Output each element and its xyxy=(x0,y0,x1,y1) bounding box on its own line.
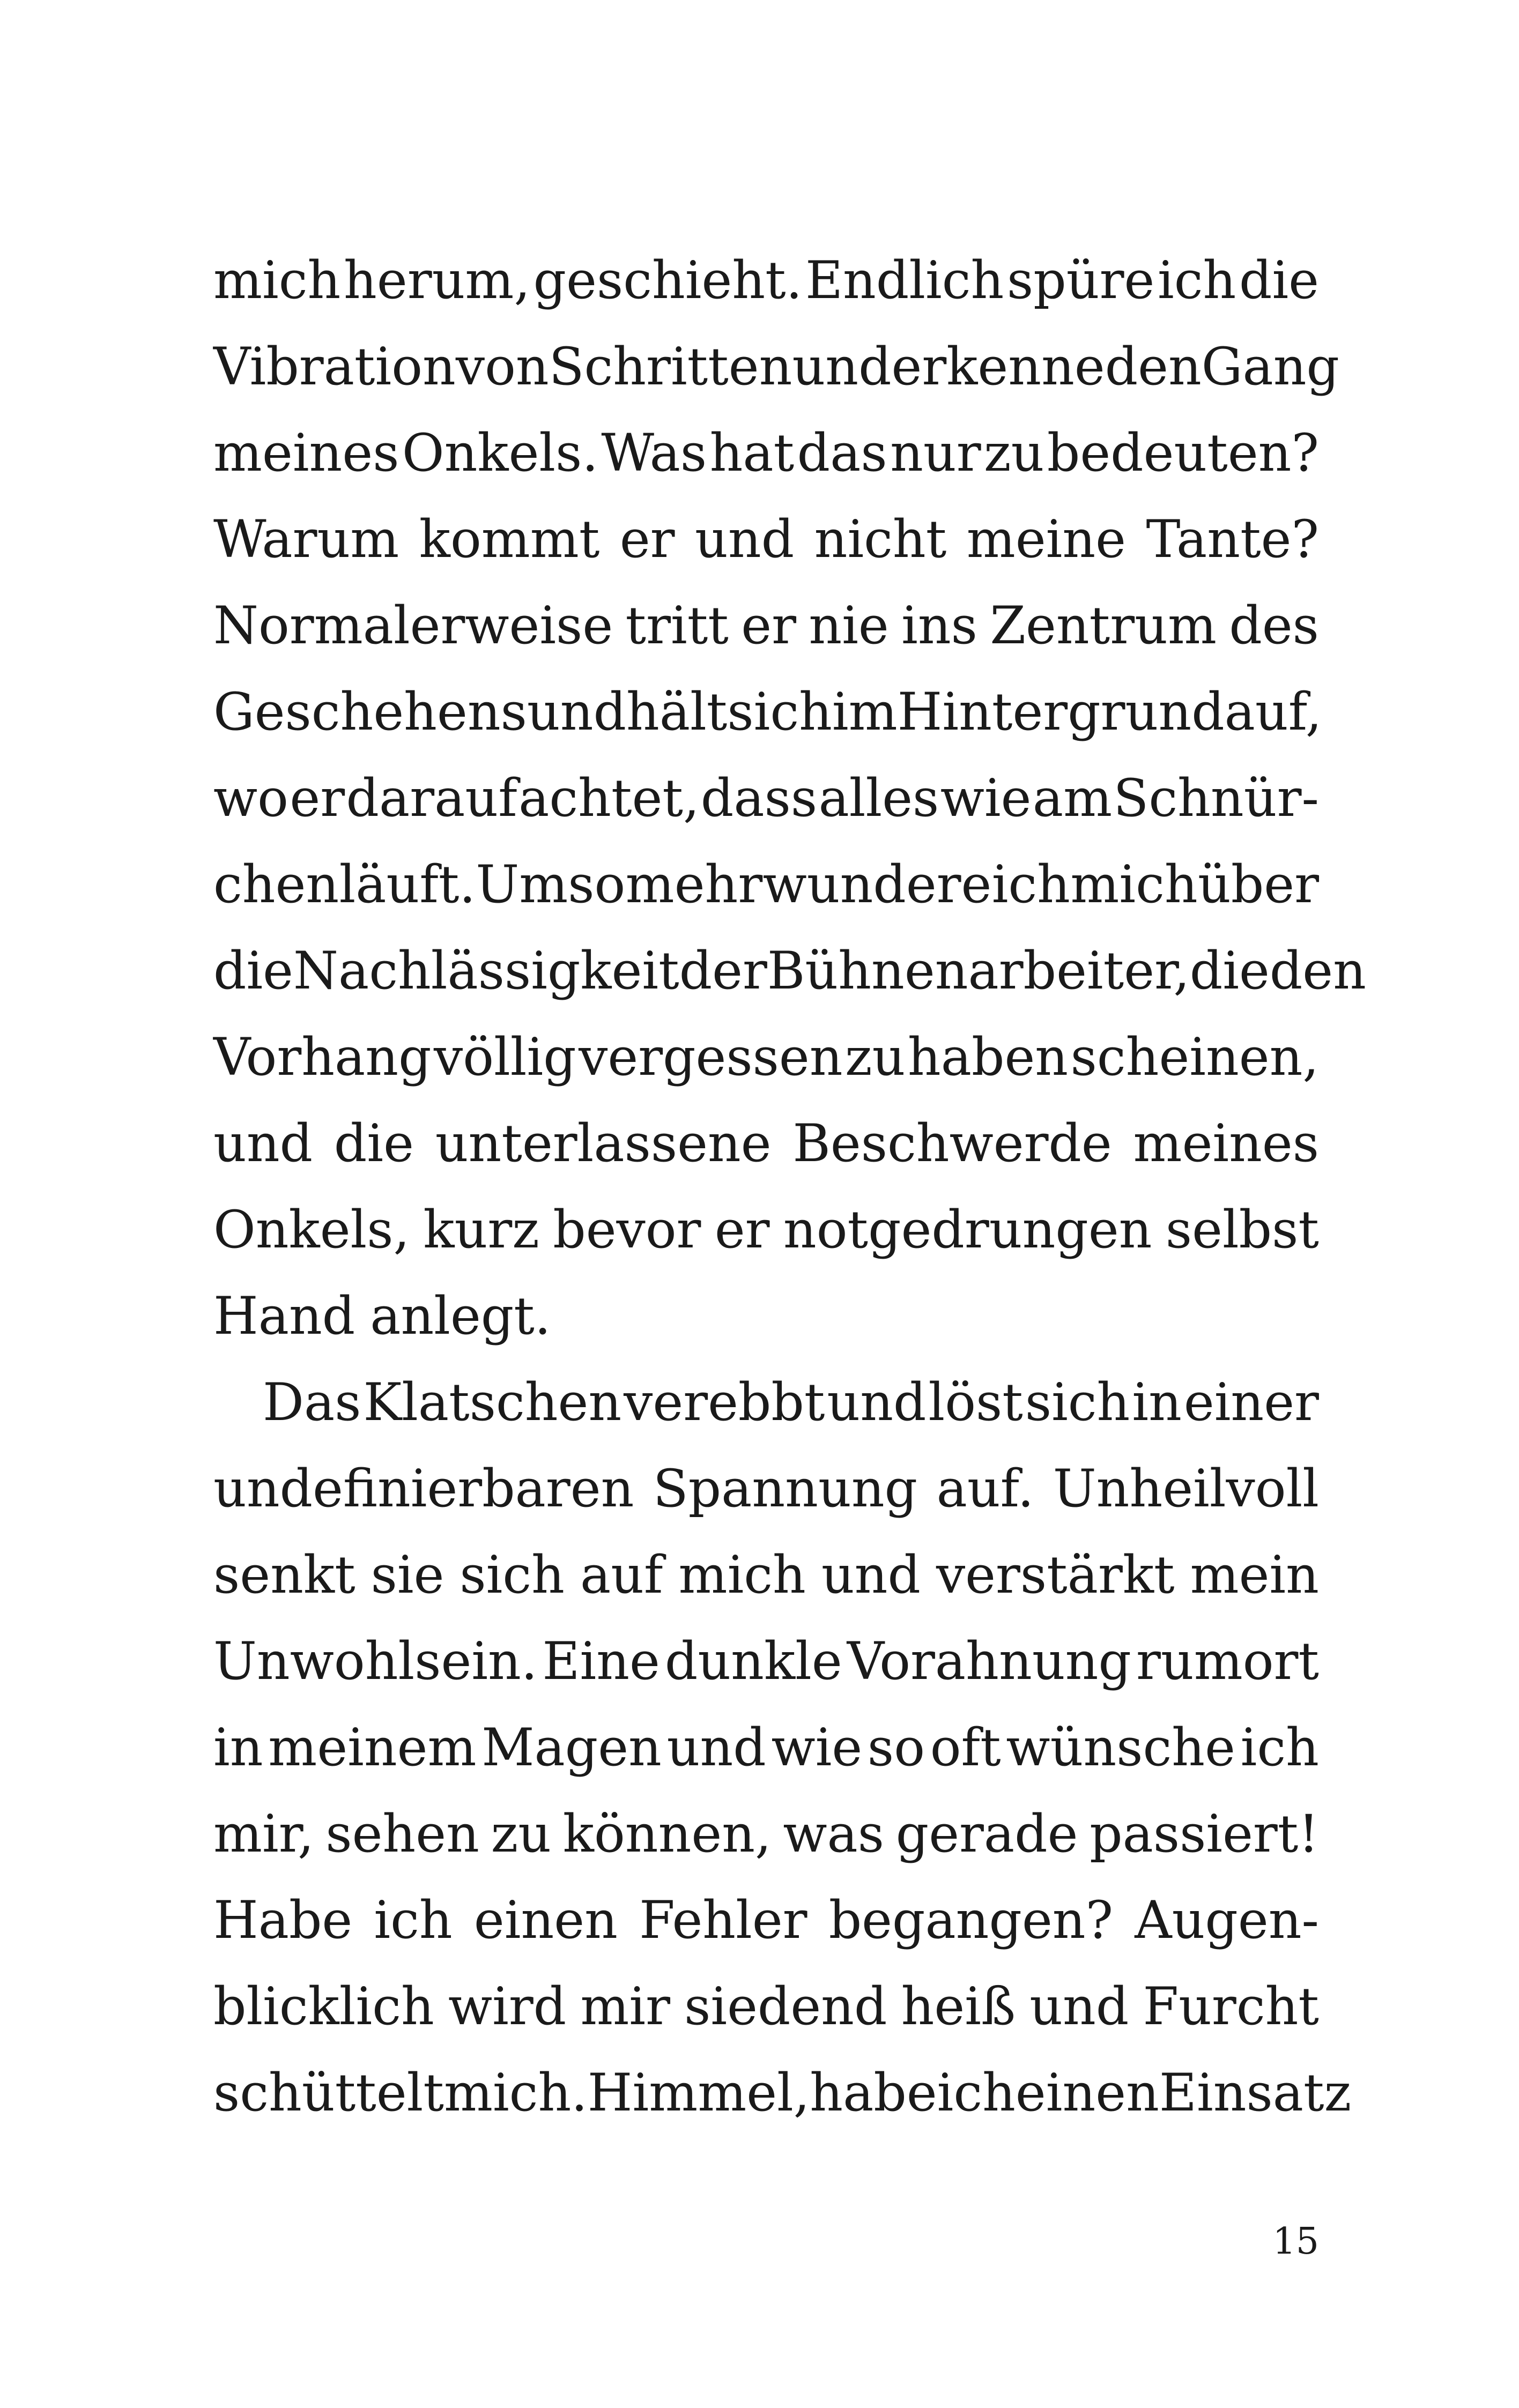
word: mich xyxy=(213,250,341,310)
word: auf, xyxy=(1224,682,1322,742)
word: den xyxy=(1105,337,1202,397)
word: ich xyxy=(991,854,1070,915)
word: wünsche xyxy=(1006,1718,1235,1778)
word: er xyxy=(619,509,675,569)
word: er xyxy=(290,768,345,828)
word: und xyxy=(1029,1976,1129,2037)
word: Onkels. xyxy=(402,423,598,483)
word: von xyxy=(455,337,549,397)
word: wundere xyxy=(762,854,992,915)
word: Eine xyxy=(542,1631,660,1691)
word: undefinierbaren xyxy=(213,1459,634,1519)
text-line xyxy=(213,1446,1319,1532)
word: Beschwerde xyxy=(792,1113,1112,1173)
word: mir xyxy=(580,1976,670,2037)
word: wie xyxy=(940,768,1032,828)
word: habe xyxy=(810,2063,937,2123)
word: der xyxy=(679,941,767,1001)
word: haben xyxy=(907,1027,1069,1087)
word: in xyxy=(213,1718,263,1778)
text-line xyxy=(213,1791,1319,1877)
word: sich xyxy=(727,682,832,742)
word: ich xyxy=(1158,250,1236,310)
text-line xyxy=(213,1101,1319,1187)
word: Geschehens xyxy=(213,682,527,742)
word: mehr xyxy=(625,854,763,915)
word: und xyxy=(827,1372,927,1432)
word: ich xyxy=(937,2063,1016,2123)
word: und xyxy=(695,509,795,569)
word: und xyxy=(666,1718,766,1778)
word: Umso xyxy=(476,854,626,915)
word: können, xyxy=(562,1804,772,1864)
word: zu xyxy=(491,1804,552,1864)
word: nur xyxy=(890,423,981,483)
word: und xyxy=(527,682,627,742)
word: Zentrum xyxy=(990,596,1217,656)
text-line xyxy=(213,755,1319,842)
word: einen xyxy=(473,1890,618,1950)
word: Einsatz xyxy=(1159,2063,1352,2123)
word: mir, xyxy=(213,1804,314,1864)
word: mich. xyxy=(443,2063,588,2123)
word: Bühnenarbeiter, xyxy=(767,941,1190,1001)
word: ich xyxy=(1240,1718,1319,1778)
word: auf. xyxy=(936,1459,1034,1519)
word: schüttelt xyxy=(213,2063,444,2123)
word: die xyxy=(1239,250,1319,310)
text-line xyxy=(213,669,1322,755)
word: Vorahnung xyxy=(847,1631,1131,1691)
word: Vorhang xyxy=(213,1027,432,1087)
word: er xyxy=(741,596,796,656)
text-line xyxy=(213,1273,1319,1359)
word: einen xyxy=(1015,2063,1159,2123)
text-line xyxy=(213,1877,1319,1964)
word: Augen- xyxy=(1135,1890,1319,1950)
word: mich xyxy=(678,1545,806,1605)
word: herum, xyxy=(344,250,530,310)
word: Gang xyxy=(1201,337,1339,397)
text-line xyxy=(213,1187,1319,1273)
word: in xyxy=(1132,1372,1182,1432)
word: kommt xyxy=(419,509,600,569)
word: meine xyxy=(966,509,1126,569)
word: meines xyxy=(1133,1113,1319,1173)
word: dunkle xyxy=(664,1631,842,1691)
text-line xyxy=(213,842,1319,928)
word: senkt xyxy=(213,1545,355,1605)
word: unterlassene xyxy=(435,1113,772,1173)
text-line xyxy=(213,496,1319,583)
word: meinem xyxy=(268,1718,477,1778)
word: völlig xyxy=(434,1027,576,1087)
word: rumort xyxy=(1136,1631,1319,1691)
word: blicklich xyxy=(213,1976,434,2037)
word: verstärkt xyxy=(936,1545,1175,1605)
word: sie xyxy=(371,1545,444,1605)
word: hat xyxy=(709,423,795,483)
word: anlegt. xyxy=(370,1286,551,1346)
word: sehen xyxy=(325,1804,479,1864)
word: Onkels, xyxy=(213,1200,410,1260)
text-line xyxy=(213,928,1366,1014)
word: passiert! xyxy=(1090,1804,1319,1864)
word: einer xyxy=(1183,1372,1319,1432)
word: achtet, xyxy=(518,768,700,828)
word: er xyxy=(714,1200,770,1260)
word: Hand xyxy=(213,1286,355,1346)
word: dass xyxy=(700,768,818,828)
word: Unwohlsein. xyxy=(213,1631,538,1691)
word: chen xyxy=(213,854,339,915)
word: darauf xyxy=(346,768,517,828)
word: Nachlässigkeit xyxy=(293,941,679,1001)
text-line xyxy=(213,1705,1319,1791)
word: oft xyxy=(930,1718,1001,1778)
word: nie xyxy=(809,596,889,656)
word: Was xyxy=(601,423,707,483)
word: Normalerweise xyxy=(213,596,613,656)
body-text xyxy=(213,237,1366,2136)
word: wie xyxy=(771,1718,863,1778)
word: löst xyxy=(928,1372,1023,1432)
word: tritt xyxy=(625,596,729,656)
text-line xyxy=(213,2050,1352,2136)
word: selbst xyxy=(1165,1200,1319,1260)
word: und xyxy=(821,1545,921,1605)
word: bevor xyxy=(553,1200,701,1260)
text-line xyxy=(213,583,1319,669)
word: Spannung xyxy=(653,1459,918,1519)
word: läuft. xyxy=(339,854,476,915)
word: Himmel, xyxy=(587,2063,810,2123)
word: Fehler xyxy=(639,1890,807,1950)
word: die xyxy=(334,1113,414,1173)
word: mich xyxy=(1070,854,1198,915)
word: geschieht. xyxy=(533,250,803,310)
word: verebbt xyxy=(624,1372,825,1432)
word: erkenne xyxy=(891,337,1105,397)
word: die xyxy=(1189,941,1270,1001)
text-line xyxy=(213,1014,1319,1101)
word: Magen xyxy=(481,1718,662,1778)
word: scheinen, xyxy=(1070,1027,1319,1087)
word: Furcht xyxy=(1143,1976,1319,2037)
text-line xyxy=(213,237,1319,324)
word: Klatschen xyxy=(363,1372,622,1432)
word: Das xyxy=(263,1372,361,1432)
word: Vibration xyxy=(213,337,456,397)
word: Warum xyxy=(213,509,399,569)
word: begangen? xyxy=(828,1890,1114,1950)
word: sich xyxy=(1025,1372,1130,1432)
word: sich xyxy=(460,1545,565,1605)
word: ich xyxy=(374,1890,453,1950)
word: die xyxy=(213,941,293,1001)
word: bedeuten? xyxy=(1047,423,1319,483)
word: und xyxy=(213,1113,313,1173)
word: so xyxy=(867,1718,925,1778)
word: am xyxy=(1032,768,1113,828)
word: hält xyxy=(626,682,728,742)
word: des xyxy=(1229,596,1319,656)
word: siedend xyxy=(684,1976,887,2037)
word: und xyxy=(792,337,892,397)
word: gerade xyxy=(895,1804,1078,1864)
word: spüre xyxy=(1007,250,1155,310)
word: heiß xyxy=(901,1976,1016,2037)
word: alles xyxy=(818,768,939,828)
word: auf xyxy=(580,1545,663,1605)
word: Hintergrund xyxy=(897,682,1225,742)
word: Endlich xyxy=(805,250,1004,310)
word: wo xyxy=(213,768,288,828)
word: meines xyxy=(213,423,399,483)
text-line xyxy=(213,1359,1319,1446)
page-number: 15 xyxy=(1272,2220,1319,2263)
text-line xyxy=(213,1532,1319,1618)
word: Schnür- xyxy=(1113,768,1319,828)
word: über xyxy=(1198,854,1319,915)
text-line xyxy=(213,1964,1319,2050)
word: Schritten xyxy=(549,337,792,397)
word: was xyxy=(783,1804,884,1864)
word: ins xyxy=(901,596,977,656)
word: das xyxy=(797,423,887,483)
word: mein xyxy=(1190,1545,1319,1605)
word: Habe xyxy=(213,1890,353,1950)
word: wird xyxy=(448,1976,567,2037)
word: Unheilvoll xyxy=(1053,1459,1319,1519)
word: vergessen xyxy=(579,1027,843,1087)
word: zu xyxy=(845,1027,906,1087)
word: Tante? xyxy=(1146,509,1319,569)
text-line xyxy=(213,410,1319,496)
word: notgedrungen xyxy=(783,1200,1152,1260)
word: im xyxy=(832,682,898,742)
text-line xyxy=(213,1618,1319,1705)
text-line xyxy=(213,324,1339,410)
word: kurz xyxy=(423,1200,539,1260)
word: zu xyxy=(984,423,1044,483)
word: nicht xyxy=(814,509,947,569)
word: den xyxy=(1269,941,1366,1001)
